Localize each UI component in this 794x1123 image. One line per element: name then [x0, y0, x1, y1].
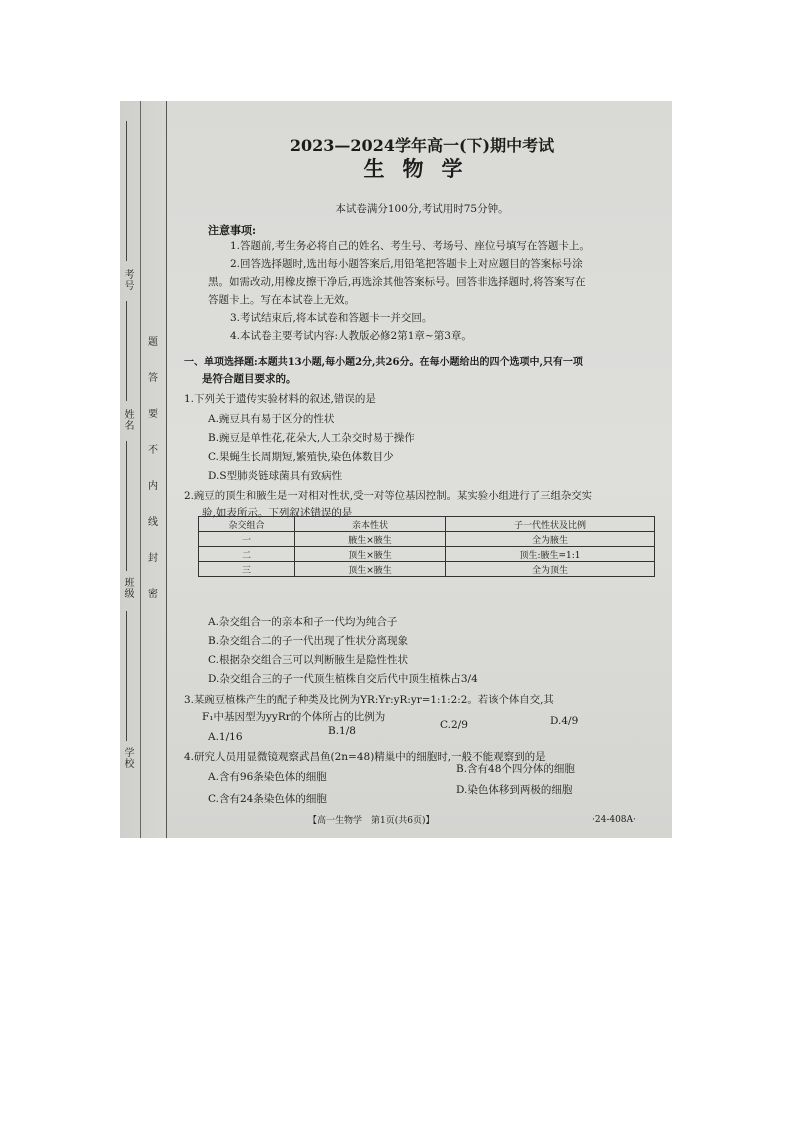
q2-option-d: D.杂交组合三的子一代顶生植株自交后代中顶生植株占3/4	[208, 673, 478, 685]
cross-table	[198, 516, 655, 577]
q4-option-a: A.含有96条染色体的细胞	[208, 771, 327, 783]
fill-line	[126, 301, 127, 401]
label-school: 学校	[122, 747, 133, 769]
section-heading-cont: 是符合题目要求的。	[202, 373, 297, 385]
table-cell: 全为腋生	[446, 532, 655, 547]
seal-char: 内	[148, 481, 158, 492]
q1-option-c: C.果蝇生长周期短,繁殖快,染色体数目少	[208, 451, 394, 463]
table-cell: 二	[199, 547, 295, 562]
q3-option-a: A.1/16	[208, 731, 243, 743]
table-row	[199, 562, 655, 577]
fill-line	[126, 611, 127, 741]
q2-option-c: C.根据杂交组合三可以判断腋生是隐性性状	[208, 654, 408, 666]
label-class: 班级	[122, 577, 133, 599]
exam-info: 本试卷满分100分,考试用时75分钟。	[335, 203, 509, 215]
table-header: 子一代性状及比例	[446, 517, 655, 532]
seal-char: 答	[148, 373, 158, 384]
table-cell: 全为顶生	[446, 562, 655, 577]
note-line: 4.本试卷主要考试内容:人教版必修2第1章~第3章。	[230, 330, 472, 342]
label-name: 姓名	[122, 409, 133, 431]
question-1-stem: 1.下列关于遗传实验材料的叙述,错误的是	[184, 393, 376, 405]
label-exam-no: 考号	[122, 269, 133, 291]
seal-char: 要	[148, 409, 158, 420]
seal-char: 题	[148, 337, 158, 348]
q3-option-c: C.2/9	[440, 719, 468, 731]
q4-option-b: B.含有48个四分体的细胞	[456, 763, 575, 775]
seal-char: 密	[148, 589, 158, 600]
exam-code: ·24-408A·	[592, 815, 636, 825]
q1-option-d: D.S型肺炎链球菌具有致病性	[208, 470, 343, 482]
q2-option-b: B.杂交组合二的子一代出现了性状分离现象	[208, 635, 409, 647]
seal-char: 封	[148, 553, 158, 564]
notes-heading: 注意事项:	[208, 224, 257, 237]
question-3-stem-cont: F₁中基因型为yyRr的个体所占的比例为	[202, 711, 386, 723]
section-heading: 一、单项选择题:本题共13小题,每小题2分,共26分。在每小题给出的四个选项中,只有一项	[184, 357, 583, 368]
q1-option-a: A.豌豆具有易于区分的性状	[208, 413, 335, 425]
table-cell: 顶生×腋生	[295, 547, 446, 562]
note-line: 答题卡上。写在本试卷上无效。	[208, 294, 355, 306]
subject-title: 生物学	[363, 156, 481, 181]
seal-char: 线	[148, 517, 158, 528]
note-line: 2.回答选择题时,选出每小题答案后,用铅笔把答题卡上对应题目的答案标号涂	[230, 258, 583, 270]
table-row	[199, 547, 655, 562]
binding-line	[140, 101, 141, 838]
exam-title: 2023—2024学年高一(下)期中考试	[289, 136, 555, 155]
exam-photo	[120, 101, 672, 838]
question-4-stem: 4.研究人员用显微镜观察武昌鱼(2n=48)精巢中的细胞时,一般不能观察到的是	[184, 751, 546, 763]
q4-option-c: C.含有24条染色体的细胞	[208, 793, 327, 805]
table-cell: 一	[199, 532, 295, 547]
q3-option-b: B.1/8	[328, 725, 356, 737]
table-cell: 顶生×腋生	[295, 562, 446, 577]
q1-option-b: B.豌豆是单性花,花朵大,人工杂交时易于操作	[208, 432, 415, 444]
table-header: 杂交组合	[199, 517, 295, 532]
fill-line	[126, 121, 127, 261]
note-line: 3.考试结束后,将本试卷和答题卡一并交回。	[230, 312, 433, 324]
table-cell: 三	[199, 562, 295, 577]
seal-char: 不	[148, 445, 158, 456]
table-row	[199, 532, 655, 547]
question-2-stem-cont: 验,如表所示。下列叙述错误的是	[202, 507, 353, 519]
page-footer: 【高一生物学 第1页(共6页)】	[308, 816, 435, 826]
question-3-stem: 3.某豌豆植株产生的配子种类及比例为YR:Yr:yR:yr=1:1:2:2。若该个体自交,其	[184, 694, 554, 706]
question-2-stem: 2.豌豆的顶生和腋生是一对相对性状,受一对等位基因控制。某实验小组进行了三组杂交实	[184, 490, 593, 502]
q4-option-d: D.染色体移到两极的细胞	[456, 784, 573, 796]
table-cell: 腋生×腋生	[295, 532, 446, 547]
page-content	[178, 101, 666, 838]
q2-option-a: A.杂交组合一的亲本和子一代均为纯合子	[208, 616, 398, 628]
q3-option-d: D.4/9	[550, 715, 579, 727]
fill-line	[126, 441, 127, 571]
binding-strip	[120, 101, 167, 838]
table-cell: 顶生:腋生=1:1	[446, 547, 655, 562]
table-header: 亲本性状	[295, 517, 446, 532]
note-line: 黑。如需改动,用橡皮擦干净后,再选涂其他答案标号。回答非选择题时,将答案写在	[208, 276, 586, 288]
note-line: 1.答题前,考生务必将自己的姓名、考生号、考场号、座位号填写在答题卡上。	[230, 240, 590, 252]
